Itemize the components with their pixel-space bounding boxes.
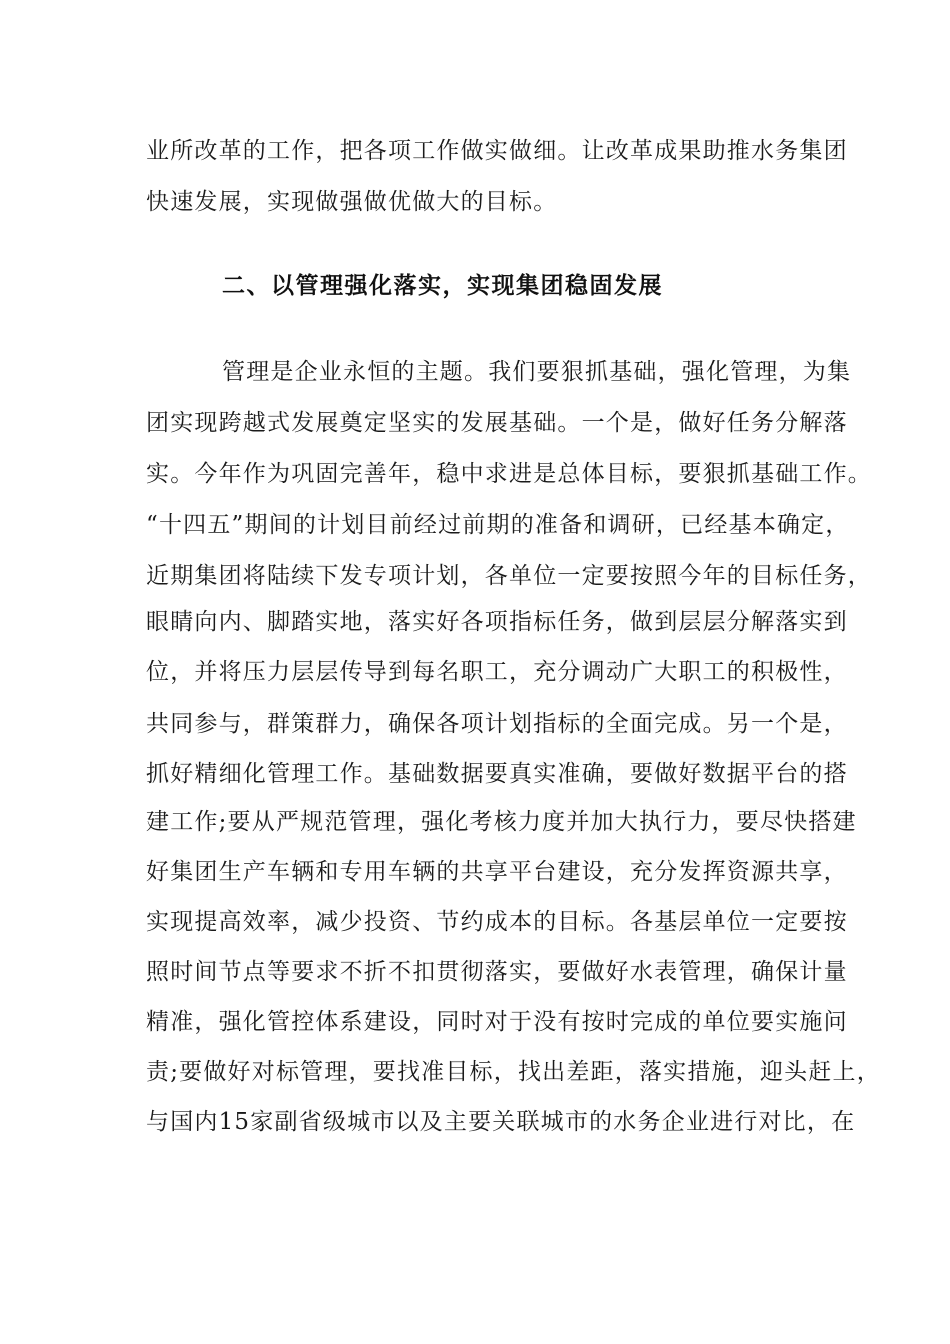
paragraph-2-line: 照时间节点等要求不折不扣贯彻落实，要做好水表管理，确保计量	[146, 959, 848, 985]
paragraph-2-line: 建工作;要从严规范管理，强化考核力度并加大执行力，要尽快搭建	[146, 809, 857, 835]
paragraph-2-line: 抓好精细化管理工作。基础数据要真实准确，要做好数据平台的搭	[146, 761, 848, 787]
paragraph-2-line: 精准，强化管控体系建设，同时对于没有按时完成的单位要实施问	[146, 1009, 848, 1035]
paragraph-2-line: 实现提高效率，减少投资、节约成本的目标。各基层单位一定要按	[146, 909, 848, 935]
paragraph-1-line: 快速发展，实现做强做优做大的目标。	[146, 189, 558, 215]
paragraph-2-line: 管理是企业永恒的主题。我们要狠抓基础，强化管理，为集	[222, 359, 852, 385]
paragraph-2-line: 眼睛向内、脚踏实地，落实好各项指标任务，做到层层分解落实到	[146, 609, 848, 635]
paragraph-2-line: “十四五”期间的计划目前经过前期的准备和调研，已经基本确定，	[146, 512, 850, 538]
paragraph-2-line: 实。今年作为巩固完善年，稳中求进是总体目标，要狠抓基础工作。	[146, 461, 872, 487]
paragraph-2-line: 团实现跨越式发展奠定坚实的发展基础。一个是，做好任务分解落	[146, 410, 848, 436]
paragraph-1-line: 业所改革的工作，把各项工作做实做细。让改革成果助推水务集团	[146, 138, 848, 164]
paragraph-2-line: 近期集团将陆续下发专项计划，各单位一定要按照今年的目标任务，	[146, 563, 872, 589]
paragraph-2-line: 好集团生产车辆和专用车辆的共享平台建设，充分发挥资源共享，	[146, 859, 848, 885]
paragraph-2-line: 共同参与，群策群力，确保各项计划指标的全面完成。另一个是，	[146, 711, 848, 737]
paragraph-2-line: 位，并将压力层层传导到每名职工，充分调动广大职工的积极性，	[146, 659, 848, 685]
paragraph-2-line: 责;要做好对标管理，要找准目标，找出差距，落实措施，迎头赶上，	[146, 1059, 881, 1085]
paragraph-2-line: 与国内15家副省级城市以及主要关联城市的水务企业进行对比，在	[146, 1109, 856, 1135]
section-heading: 二、以管理强化落实，实现集团稳固发展	[222, 273, 663, 299]
